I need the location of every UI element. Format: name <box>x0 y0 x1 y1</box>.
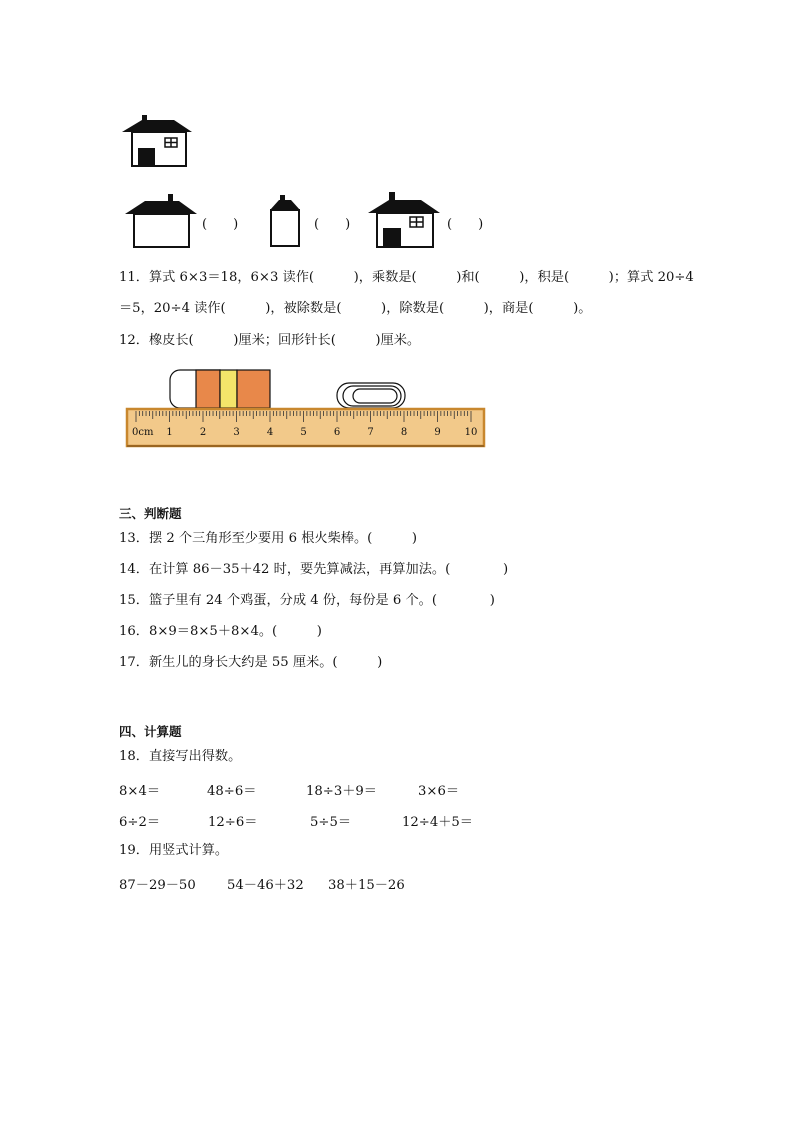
calc-item: 48÷6＝ <box>207 784 257 799</box>
calc-item: 5÷5＝ <box>310 815 352 830</box>
ruler-label: 10 <box>464 427 478 438</box>
house-view-front-icon <box>269 194 301 248</box>
ruler-label: 4 <box>266 427 274 438</box>
calc-item: 18÷3＋9＝ <box>306 784 377 799</box>
house-view-side-icon <box>124 193 198 249</box>
ruler-label: 6 <box>333 427 341 438</box>
calc-item: 54－46＋32 <box>227 878 304 893</box>
ruler-figure <box>120 362 490 452</box>
q10-answer-blank-1[interactable]: ( ) <box>202 217 239 232</box>
eraser-icon <box>170 370 270 408</box>
q10-answer-blank-2[interactable]: ( ) <box>314 217 351 232</box>
ruler-label: 7 <box>367 427 374 438</box>
house-view-top-icon <box>367 191 441 249</box>
paper-clip-icon <box>337 383 405 408</box>
calc-item: 12÷6＝ <box>208 815 258 830</box>
section-4-title: 四、计算题 <box>119 724 182 739</box>
ruler-label: 0cm <box>132 427 154 438</box>
q16-text: 16．8×9＝8×5＋8×4。( ) <box>119 624 322 639</box>
calc-item: 38＋15－26 <box>328 878 405 893</box>
ruler-label: 2 <box>199 427 207 438</box>
ruler-label: 8 <box>400 427 408 438</box>
ruler-label: 5 <box>300 427 307 438</box>
q13-text: 13．摆 2 个三角形至少要用 6 根火柴棒。( ) <box>119 531 417 546</box>
q14-text: 14．在计算 86－35＋42 时，要先算减法，再算加法。( ) <box>119 562 509 577</box>
ruler-label: 9 <box>434 427 441 438</box>
q10-answer-blank-3[interactable]: ( ) <box>447 217 484 232</box>
reference-house-icon <box>121 114 193 168</box>
q11-line-2: ＝5，20÷4 读作( )，被除数是( )，除数是( )，商是( )。 <box>119 301 592 316</box>
ruler-label: 1 <box>166 427 173 438</box>
section-3-title: 三、判断题 <box>119 506 182 521</box>
q18-text: 18．直接写出得数。 <box>119 749 242 764</box>
q11-line-1: 11．算式 6×3＝18，6×3 读作( )，乘数是( )和( )，积是( )；算式 20÷4 <box>119 270 694 285</box>
calc-item: 12÷4＋5＝ <box>402 815 473 830</box>
calc-item: 87－29－50 <box>119 878 196 893</box>
q15-text: 15．篮子里有 24 个鸡蛋，分成 4 份，每份是 6 个。( ) <box>119 593 495 608</box>
q12-text: 12．橡皮长( )厘米；回形针长( )厘米。 <box>119 333 421 348</box>
q19-text: 19．用竖式计算。 <box>119 843 229 858</box>
q17-text: 17．新生儿的身长大约是 55 厘米。( ) <box>119 655 383 670</box>
calc-item: 6÷2＝ <box>119 815 161 830</box>
calc-item: 3×6＝ <box>418 784 460 799</box>
ruler-label: 3 <box>233 427 240 438</box>
calc-item: 8×4＝ <box>119 784 161 799</box>
